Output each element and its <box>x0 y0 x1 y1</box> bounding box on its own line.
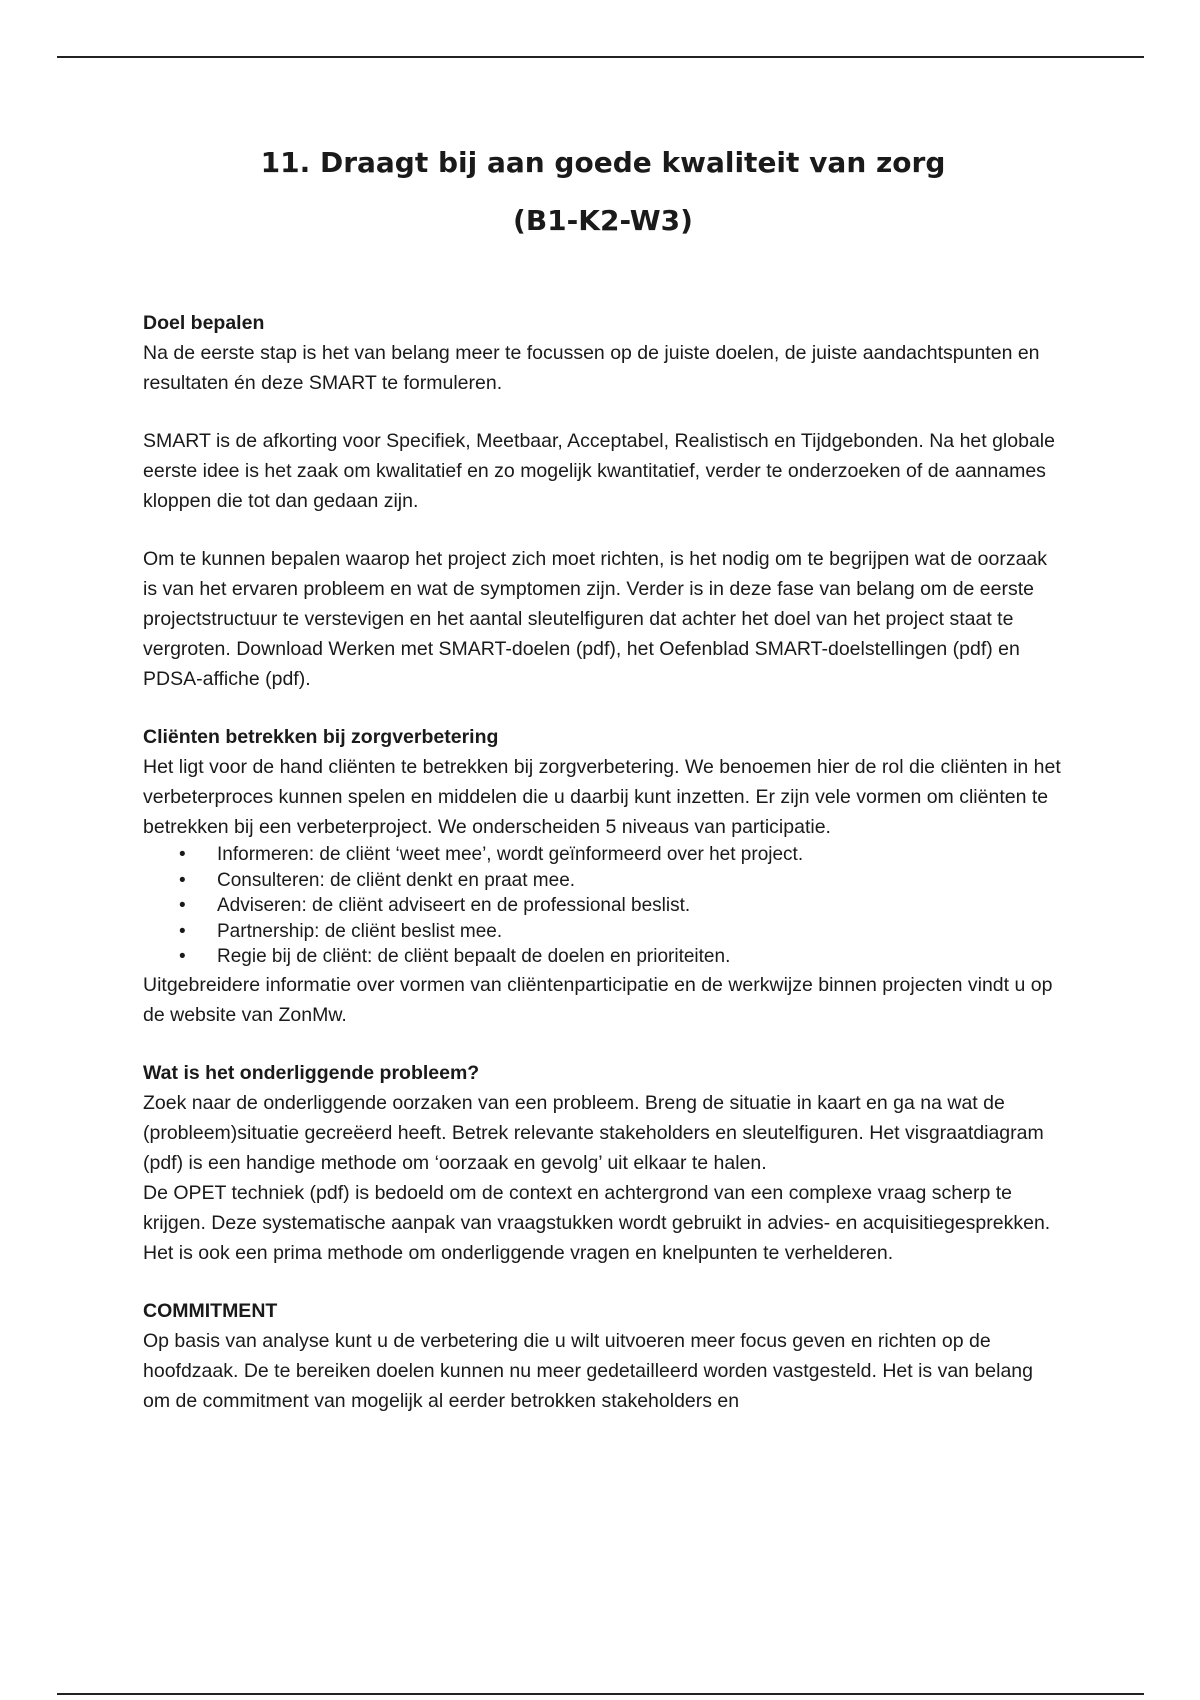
section-doel-bepalen <box>143 308 1063 694</box>
section-heading: COMMITMENT <box>143 1299 278 1322</box>
list-item: • Consulteren: de cliënt denkt en praat mee. <box>217 868 1063 894</box>
page-subtitle: (B1-K2-W3) <box>513 204 693 237</box>
header-rule <box>57 56 1144 58</box>
list-item: • Adviseren: de cliënt adviseert en de professional beslist. <box>217 893 1063 919</box>
paragraph: Het ligt voor de hand cliënten te betrekken bij zorgverbetering. We benoemen hier de rol die cliënten in het verbeterproces kunnen spelen en middelen die u daarbij kunt inzetten. Er zijn vele vormen om cliënten te betrekken bij een verbeterproject. We onderscheiden 5 niveaus van participatie. <box>143 756 1061 838</box>
paragraph: Na de eerste stap is het van belang meer te focussen op de juiste doelen, de juiste aandachtspunten en resultaten én deze SMART te formuleren. <box>143 342 1040 394</box>
section-onderliggende-probleem <box>143 1058 1063 1268</box>
page-title: 11. Draagt bij aan goede kwaliteit van zorg <box>260 146 946 179</box>
section-heading: Cliënten betrekken bij zorgverbetering <box>143 726 499 748</box>
list-item: • Partnership: de cliënt beslist mee. <box>217 919 1063 945</box>
paragraph: Zoek naar de onderliggende oorzaken van een probleem. Breng de situatie in kaart en ga na wat de (probleem)situatie gecreëerd heeft. Betrek relevante stakeholders en sleutelfiguren. Het visgraatdiagram (pdf) is een handige methode om ‘oorzaak en gevolg’ uit elkaar te halen. <box>143 1091 1044 1174</box>
section-clienten-betrekken <box>143 722 1063 1030</box>
paragraph: Om te kunnen bepalen waarop het project zich moet richten, is het nodig om te begrijpen wat de oorzaak is van het ervaren probleem en wat de symptomen zijn. Verder is in deze fase van belang om de eerste projectstructuur te verstevigen en het aantal sleutelfiguren dat achter het doel van het project staat te vergroten. Download Werken met SMART-doelen (pdf), het Oefenblad SMART-doelstellingen (pdf) en PDSA-affiche (pdf). <box>143 548 1048 690</box>
participation-levels-list <box>143 842 1063 970</box>
paragraph: De OPET techniek (pdf) is bedoeld om de context en achtergrond van een complexe vraag scherp te krijgen. Deze systematische aanpak van vraagstukken wordt gebruikt in advies- en acquisitiegesprekken. Het is ook een prima methode om onderliggende vragen en knelpunten te verhelderen. <box>143 1181 1051 1264</box>
paragraph: Op basis van analyse kunt u de verbetering die u wilt uitvoeren meer focus geven en richten op de hoofdzaak. De te bereiken doelen kunnen nu meer gedetailleerd worden vastgesteld. Het is van belang om de commitment van mogelijk al eerder betrokken stakeholders en <box>143 1329 1034 1412</box>
list-item: • Regie bij de cliënt: de cliënt bepaalt de doelen en prioriteiten. <box>217 944 1063 970</box>
footer-rule <box>57 1693 1144 1695</box>
document-body <box>143 138 1063 1416</box>
paragraph: Uitgebreidere informatie over vormen van cliëntenparticipatie en de werkwijze binnen projecten vindt u op de website van ZonMw. <box>143 973 1053 1026</box>
section-commitment <box>143 1296 1063 1416</box>
section-heading: Doel bepalen <box>143 312 265 334</box>
paragraph: SMART is de afkorting voor Specifiek, Meetbaar, Acceptabel, Realistisch en Tijdgebonden. Na het globale eerste idee is het zaak om kwalitatief en zo mogelijk kwantitatief, verder te onderzoeken of de aannames kloppen die tot dan gedaan zijn. <box>143 430 1055 512</box>
list-item: • Informeren: de cliënt ‘weet mee’, wordt geïnformeerd over het project. <box>217 842 1063 868</box>
section-heading: Wat is het onderliggende probleem? <box>143 1061 480 1084</box>
